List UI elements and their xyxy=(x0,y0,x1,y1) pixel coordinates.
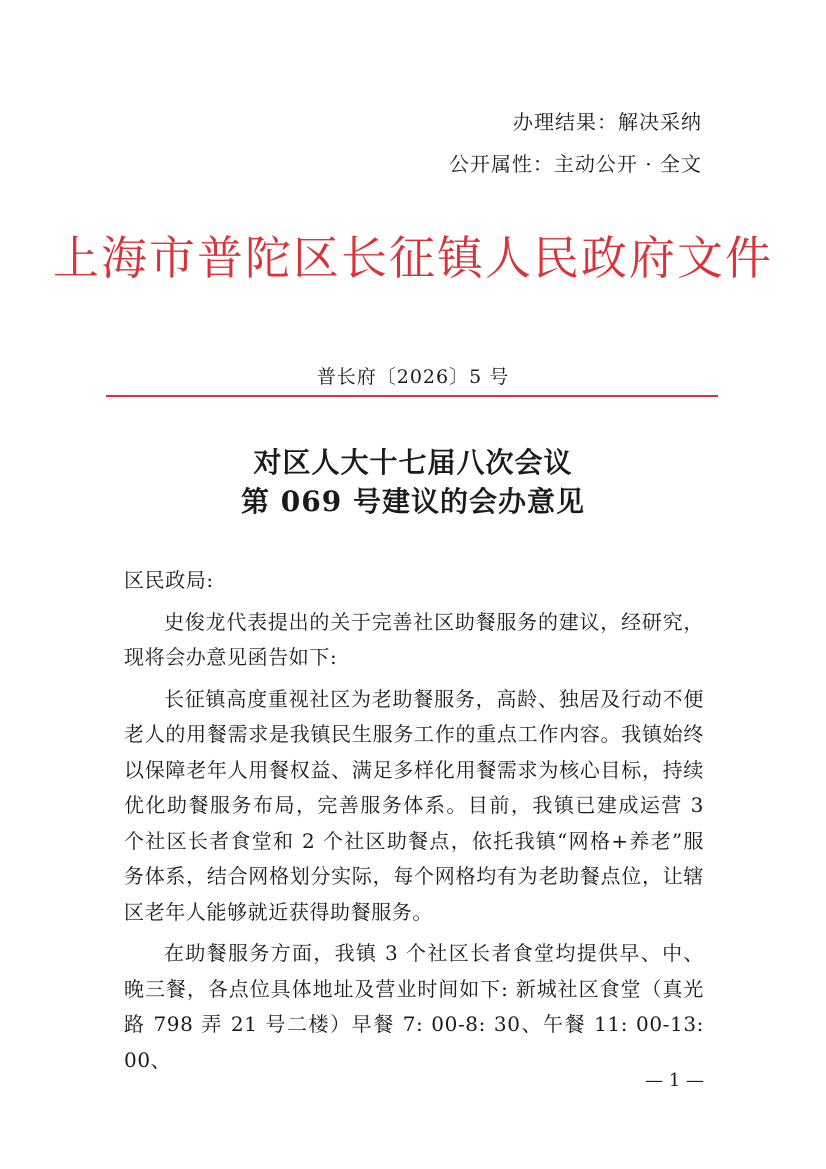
body-paragraph: 长征镇高度重视社区为老助餐服务，高龄、独居及行动不便老人的用餐需求是我镇民生服务工作的重点工作内容。我镇始终以保障老年人用餐权益、满足多样化用餐需求为核心目标，持续优化助餐服务布局，完善服务体系。目前，我镇已建成运营 3 个社区长者食堂和 2 个社区助餐点，依托我镇“网格+养老”服务体系，结合网格划分实际，每个网格均有为老助餐点位，让辖区老年人能够就近获得助餐服务。 xyxy=(124,686,704,924)
red-divider xyxy=(106,395,718,397)
document-body xyxy=(124,563,704,1084)
document-heading-line-2: 第 069 号建议的会办意见 xyxy=(241,485,585,518)
document-header-title: 上海市普陀区长征镇人民政府文件 xyxy=(53,231,773,285)
disclosure-attribute: 公开属性：主动公开 · 全文 xyxy=(448,152,702,176)
document-heading-line-1: 对区人大十七届八次会议 xyxy=(253,446,573,479)
body-paragraph: 史俊龙代表提出的关于完善社区助餐服务的建议，经研究，现将会办意见函告如下: xyxy=(124,609,704,669)
document-number: 普长府〔2026〕5 号 xyxy=(316,366,510,388)
body-paragraph: 在助餐服务方面，我镇 3 个社区长者食堂均提供早、中、晚三餐，各点位具体地址及营业时间如下: 新城社区食堂（真光路 798 弄 21 号二楼）早餐 7: 00-8: 30、午餐 11: 00-13: 00、 xyxy=(124,941,704,1072)
addressee: 区民政局: xyxy=(124,568,214,592)
page-number: — 1 — xyxy=(645,1070,704,1091)
processing-result: 办理结果：解决采纳 xyxy=(513,110,702,134)
